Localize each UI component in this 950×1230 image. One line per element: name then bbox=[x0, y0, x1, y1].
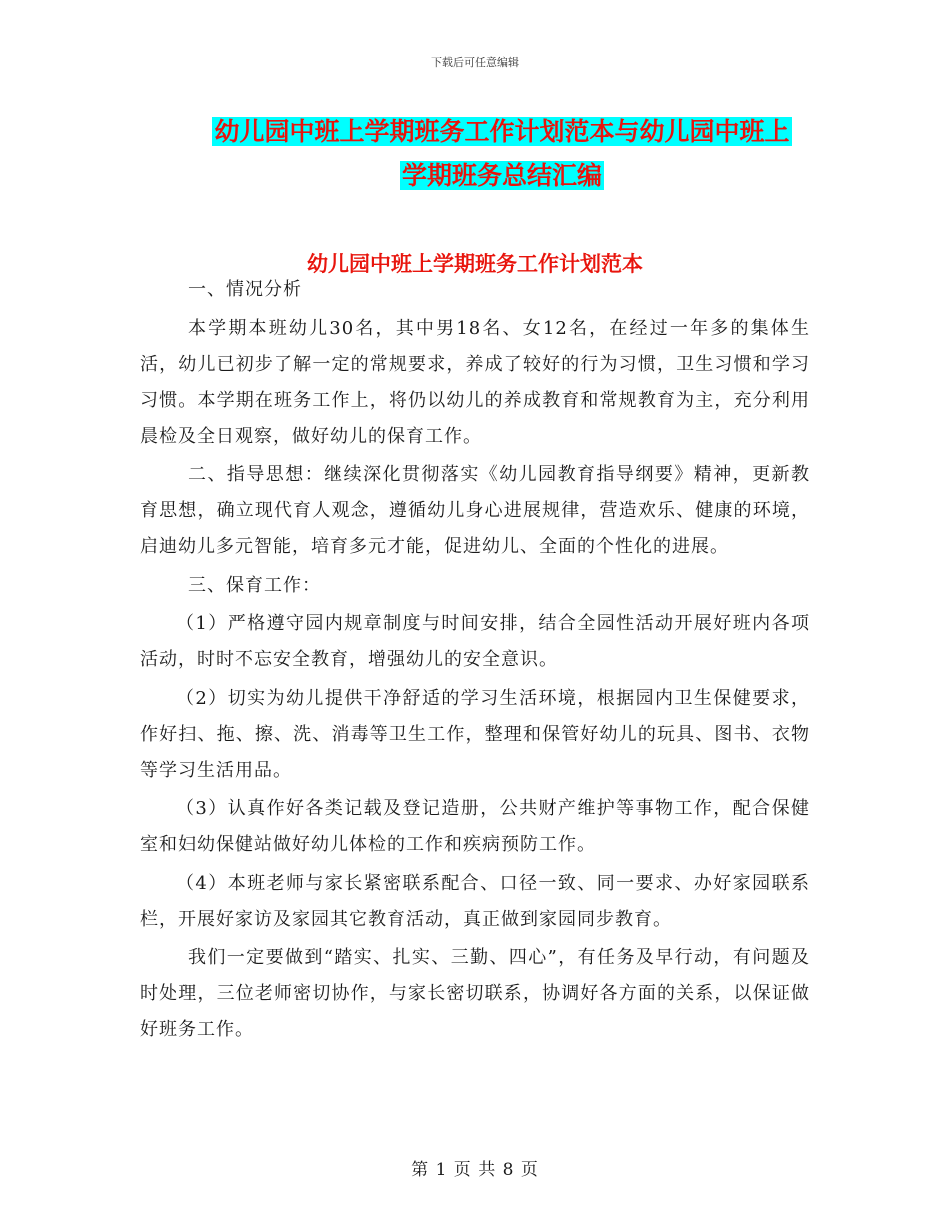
heading-care-work: 三、保育工作： bbox=[188, 574, 321, 596]
document-body bbox=[140, 272, 810, 1051]
document-title-line2: 学期班务总结汇编 bbox=[401, 161, 602, 190]
document-title bbox=[192, 110, 812, 198]
paragraph-situation: 本学期本班幼儿30名，其中男18名、女12名，在经过一年多的集体生活，幼儿已初步了解一定的常规要求，养成了较好的行为习惯，卫生习惯和学习习惯。本学期在班务工作上，将仍以幼儿的养成教育和常规教育为主，充分利用晨检及全日观察，做好幼儿的保育工作。 bbox=[140, 317, 810, 447]
paragraph-item-4: （4）本班老师与家长紧密联系配合、口径一致、同一要求、办好家园联系栏，开展好家访及家园其它教育活动，真正做到家园同步教育。 bbox=[140, 872, 810, 930]
section-title: 幼儿园中班上学期班务工作计划范本 bbox=[307, 252, 643, 276]
header-note: 下载后可任意编辑 bbox=[431, 56, 519, 69]
paragraph-item-1: （1）严格遵守园内规章制度与时间安排，结合全园性活动开展好班内各项活动，时时不忘安全教育，增强幼儿的安全意识。 bbox=[140, 613, 810, 670]
paragraph-item-2: （2）切实为幼儿提供干净舒适的学习生活环境，根据园内卫生保健要求，作好扫、拖、擦、洗、消毒等卫生工作，整理和保管好幼儿的玩具、图书、衣物等学习生活用品。 bbox=[140, 687, 810, 781]
paragraph-item-3: （3）认真作好各类记载及登记造册，公共财产维护等事物工作，配合保健室和妇幼保健站做好幼儿体检的工作和疾病预防工作。 bbox=[140, 798, 810, 855]
page-indicator: 第 1 页 共 8 页 bbox=[411, 1160, 539, 1180]
heading-situation-analysis: 一、情况分析 bbox=[188, 279, 302, 300]
document-title-line1: 幼儿园中班上学期班务工作计划范本与幼儿园中班上 bbox=[214, 117, 790, 146]
paragraph-commitment: 我们一定要做到“踏实、扎实、三勤、四心”，有任务及早行动，有问题及时处理，三位老师密切协作，与家长密切联系，协调好各方面的关系，以保证做好班务工作。 bbox=[140, 947, 810, 1040]
paragraph-guiding-thought: 二、指导思想：继续深化贯彻落实《幼儿园教育指导纲要》精神，更新教育思想，确立现代育人观念，遵循幼儿身心进展规律，营造欢乐、健康的环境，启迪幼儿多元智能，培育多元才能，促进幼儿、全面的个性化的进展。 bbox=[140, 464, 810, 557]
